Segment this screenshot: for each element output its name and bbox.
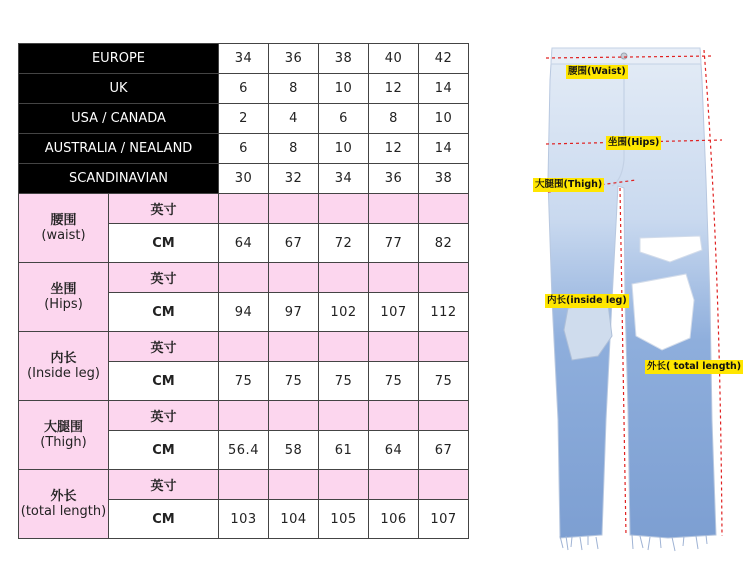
measure-label-en: (total length): [20, 504, 107, 519]
measure-label-en: (Thigh): [40, 435, 87, 450]
cm-cell: 67: [419, 431, 469, 470]
cm-cell: 112: [419, 293, 469, 332]
size-cell: 6: [219, 134, 269, 164]
size-cell: 42: [419, 44, 469, 74]
unit-inch: 英寸: [109, 470, 219, 500]
measure-label-cn: 大腿围: [43, 420, 83, 435]
row-header-australia: AUSTRALIA / NEALAND: [19, 134, 219, 164]
unit-inch: 英寸: [109, 194, 219, 224]
unit-cm: CM: [109, 362, 219, 401]
size-cell: 14: [419, 74, 469, 104]
size-cell: 38: [319, 44, 369, 74]
size-cell: 30: [219, 164, 269, 194]
tag-total-length: 外长( total length): [647, 361, 742, 372]
cm-cell: 105: [319, 500, 369, 539]
measure-label-cn: 外长: [50, 489, 77, 504]
cm-cell: 58: [269, 431, 319, 470]
cm-cell: 103: [219, 500, 269, 539]
row-header-europe: EUROPE: [19, 44, 219, 74]
size-cell: 10: [319, 134, 369, 164]
row-header-uk: UK: [19, 74, 219, 104]
size-cell: 14: [419, 134, 469, 164]
row-header-usa-canada: USA / CANADA: [19, 104, 219, 134]
measure-label-cn: 腰围: [50, 213, 77, 228]
tag-inside-leg: 内长(inside leg): [547, 295, 627, 306]
cm-cell: 77: [369, 224, 419, 263]
unit-cm: CM: [109, 293, 219, 332]
cm-cell: 94: [219, 293, 269, 332]
tag-waist: 腰围(Waist): [568, 66, 626, 77]
cm-cell: 75: [419, 362, 469, 401]
tag-thigh: 大腿围(Thigh): [535, 179, 603, 190]
size-cell: 32: [269, 164, 319, 194]
size-cell: 8: [369, 104, 419, 134]
cm-cell: 75: [319, 362, 369, 401]
cm-cell: 97: [269, 293, 319, 332]
cm-cell: 104: [269, 500, 319, 539]
cm-cell: 107: [419, 500, 469, 539]
unit-inch: 英寸: [109, 401, 219, 431]
size-cell: 2: [219, 104, 269, 134]
cm-cell: 82: [419, 224, 469, 263]
unit-cm: CM: [109, 224, 219, 263]
cm-cell: 75: [219, 362, 269, 401]
size-cell: 12: [369, 134, 419, 164]
cm-cell: 67: [269, 224, 319, 263]
measure-label-en: (Inside leg): [27, 366, 100, 381]
cm-cell: 75: [369, 362, 419, 401]
tag-hips: 坐围(Hips): [608, 137, 660, 148]
rip-thigh: [632, 274, 694, 350]
measure-label-en: (Hips): [44, 297, 83, 312]
size-cell: 6: [219, 74, 269, 104]
cm-cell: 64: [369, 431, 419, 470]
row-header-scandinavian: SCANDINAVIAN: [19, 164, 219, 194]
unit-inch: 英寸: [109, 332, 219, 362]
cm-cell: 106: [369, 500, 419, 539]
measure-label-cn: 内长: [50, 351, 77, 366]
cm-cell: 72: [319, 224, 369, 263]
size-cell: 8: [269, 74, 319, 104]
size-cell: 6: [319, 104, 369, 134]
size-cell: 8: [269, 134, 319, 164]
size-cell: 36: [269, 44, 319, 74]
cm-cell: 107: [369, 293, 419, 332]
size-cell: 12: [369, 74, 419, 104]
size-cell: 10: [319, 74, 369, 104]
unit-cm: CM: [109, 431, 219, 470]
cm-cell: 75: [269, 362, 319, 401]
size-cell: 36: [369, 164, 419, 194]
cm-cell: 102: [319, 293, 369, 332]
size-cell: 34: [319, 164, 369, 194]
cm-cell: 56.4: [219, 431, 269, 470]
unit-inch: 英寸: [109, 263, 219, 293]
measure-label-cn: 坐围: [50, 282, 77, 297]
size-cell: 40: [369, 44, 419, 74]
size-cell: 4: [269, 104, 319, 134]
size-cell: 10: [419, 104, 469, 134]
size-cell: 38: [419, 164, 469, 194]
unit-cm: CM: [109, 500, 219, 539]
cm-cell: 61: [319, 431, 369, 470]
cm-cell: 64: [219, 224, 269, 263]
button: [621, 53, 627, 59]
measure-label-en: (waist): [41, 228, 86, 243]
size-cell: 34: [219, 44, 269, 74]
